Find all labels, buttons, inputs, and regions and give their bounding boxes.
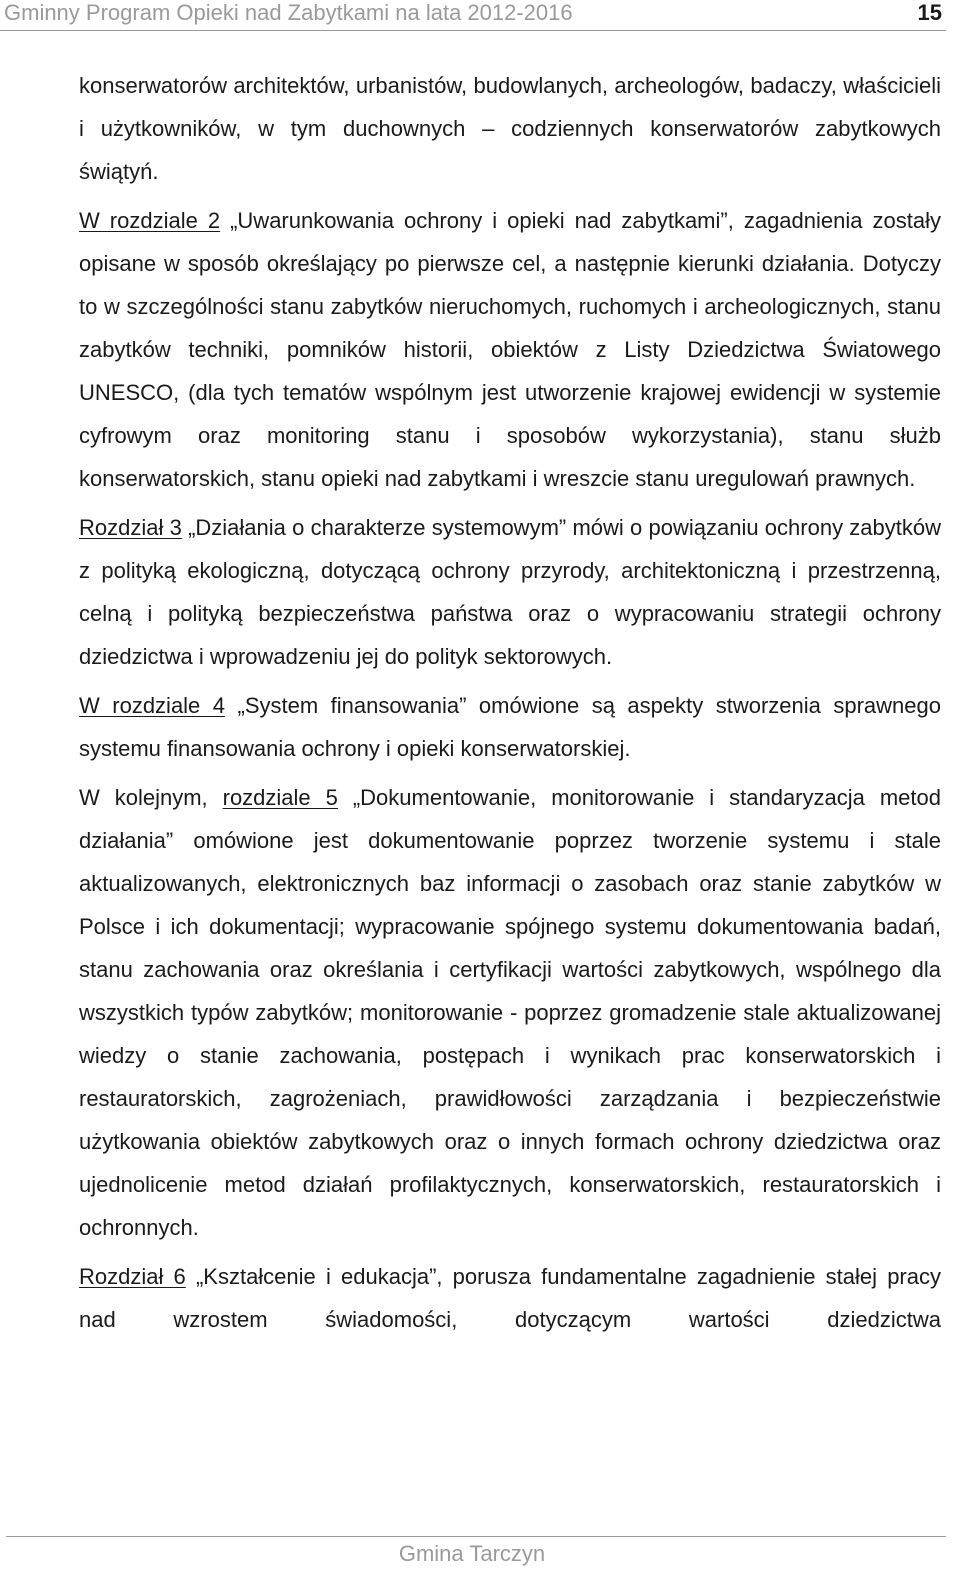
document-body xyxy=(79,64,941,1347)
paragraph-3 xyxy=(79,506,941,678)
page-footer xyxy=(0,1530,960,1580)
page-header xyxy=(0,0,960,34)
chapter-reference: Rozdział 3 xyxy=(79,515,182,540)
footer-text: Gmina Tarczyn xyxy=(398,1541,546,1566)
paragraph-text: W kolejnym, xyxy=(79,785,223,810)
paragraph-text: „Uwarunkowania ochrony i opieki nad zabytkami”, zagadnienia zostały opisane w sposób określający po pierwsze cel, a następnie kierunki działania. Dotyczy to w szczególności stanu zabytków nieruchomych, ruchomych i archeologicznych, stanu zabytków techniki, pomników historii, obiektów z Listy Dziedzictwa Światowego UNESCO, (dla tych tematów wspólnym jest utworzenie krajowej ewidencji w systemie cyfrowym oraz monitoring stanu i sposobów wykorzystania), stanu służb konserwatorskich, stanu opieki nad zabytkami i wreszcie stanu uregulowań prawnych. xyxy=(79,208,941,491)
chapter-reference: W rozdziale 4 xyxy=(79,693,226,718)
paragraph-text: konserwatorów architektów, urbanistów, budowlanych, archeologów, badaczy, właścicieli i użytkowników, w tym duchownych – codziennych konserwatorów zabytkowych świątyń. xyxy=(79,73,941,184)
paragraph-text: „Działania o charakterze systemowym” mówi o powiązaniu ochrony zabytków z polityką ekologiczną, dotyczącą ochrony przyrody, architektoniczną i przestrzenną, celną i polityką bezpieczeństwa państwa oraz o wypracowaniu strategii ochrony dziedzictwa i wprowadzeniu jej do polityk sektorowych. xyxy=(79,515,942,669)
paragraph-6 xyxy=(79,1255,941,1341)
paragraph-text: „Dokumentowanie, monitorowanie i standaryzacja metod działania” omówione jest dokumentowanie poprzez tworzenie systemu i stale aktualizowanych, elektronicznych baz informacji o zasobach oraz stanie zabytków w Polsce i ich dokumentacji; wypracowanie spójnego systemu dokumentowania badań, stanu zachowania oraz określania i certyfikacji wartości zabytkowych, wspólnego dla wszystkich typów zabytków; monitorowanie - poprzez gromadzenie stale aktualizowanej wiedzy o stanie zachowania, postępach i wynikach prac konserwatorskich i restauratorskich, zagrożeniach, prawidłowości zarządzania i bezpieczeństwie użytkowania obiektów zabytkowych oraz o innych formach ochrony dziedzictwa oraz ujednolicenie metod działań profilaktycznych, konserwatorskich, restauratorskich i ochronnych. xyxy=(79,785,941,1240)
document-title: Gminny Program Opieki nad Zabytkami na lata 2012-2016 xyxy=(4,0,573,25)
chapter-reference: rozdziale 5 xyxy=(222,785,338,810)
paragraph-text: „System finansowania” omówione są aspekty stworzenia sprawnego systemu finansowania ochrony i opieki konserwatorskiej. xyxy=(79,693,941,761)
header-divider xyxy=(0,30,946,31)
paragraph-5 xyxy=(79,776,941,1249)
paragraph-4 xyxy=(79,684,941,770)
paragraph-text: „Kształcenie i edukacja”, porusza fundamentalne zagadnienie stałej pracy nad wzrostem świadomości, dotyczącym wartości dziedzictwa xyxy=(79,1264,941,1332)
paragraph-2 xyxy=(79,199,941,500)
chapter-reference: Rozdział 6 xyxy=(79,1264,186,1289)
paragraph-1 xyxy=(79,64,941,193)
chapter-reference: W rozdziale 2 xyxy=(79,208,221,233)
page-number: 15 xyxy=(917,0,942,25)
footer-divider xyxy=(6,1536,946,1537)
